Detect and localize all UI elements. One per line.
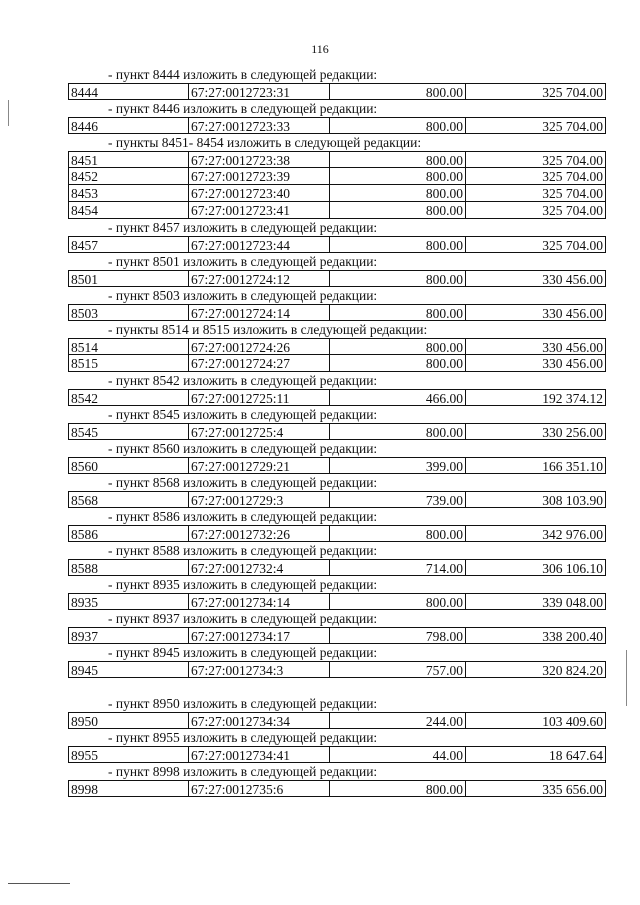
item-number-cell: 8568 (68, 491, 188, 508)
section-heading: - пункт 8945 изложить в следующей редакции: (108, 645, 378, 660)
item-number-cell: 8446 (68, 117, 188, 134)
value-cell: 335 656.00 (465, 780, 606, 797)
cadastral-number-cell: 67:27:0012723:40 (188, 185, 329, 202)
cadastral-number-cell: 67:27:0012723:31 (188, 83, 329, 100)
section-heading: - пункт 8937 изложить в следующей редакции: (108, 611, 378, 626)
area-cell: 800.00 (329, 236, 465, 253)
cadastral-number-cell: 67:27:0012723:39 (188, 168, 329, 185)
area-cell: 800.00 (329, 525, 465, 542)
value-cell: 325 704.00 (465, 117, 606, 134)
cadastral-number-cell: 67:27:0012734:41 (188, 746, 329, 763)
value-cell: 103 409.60 (465, 712, 606, 729)
table-row (68, 712, 606, 729)
cadastral-number-cell: 67:27:0012735:6 (188, 780, 329, 797)
area-cell: 466.00 (329, 389, 465, 406)
item-number-cell: 8501 (68, 270, 188, 287)
table-row (68, 83, 606, 100)
cadastral-number-cell: 67:27:0012734:14 (188, 593, 329, 610)
table-row (68, 236, 606, 253)
table-row (68, 202, 606, 219)
item-number-cell: 8955 (68, 746, 188, 763)
item-number-cell: 8542 (68, 389, 188, 406)
section-heading: - пункт 8457 изложить в следующей редакции: (108, 220, 378, 235)
area-cell: 800.00 (329, 423, 465, 440)
section-heading: - пункт 8586 изложить в следующей редакции: (108, 509, 378, 524)
value-cell: 325 704.00 (465, 151, 606, 168)
table-row (68, 661, 606, 678)
cadastral-number-cell: 67:27:0012725:11 (188, 389, 329, 406)
area-cell: 800.00 (329, 270, 465, 287)
section-heading: - пункт 8446 изложить в следующей редакции: (108, 101, 378, 116)
amendments-list (68, 66, 606, 797)
cadastral-number-cell: 67:27:0012732:26 (188, 525, 329, 542)
cadastral-number-cell: 67:27:0012723:44 (188, 236, 329, 253)
page-number: 116 (311, 42, 329, 56)
item-number-cell: 8586 (68, 525, 188, 542)
cadastral-number-cell: 67:27:0012723:33 (188, 117, 329, 134)
cadastral-number-cell: 67:27:0012724:14 (188, 304, 329, 321)
value-cell: 330 456.00 (465, 270, 606, 287)
value-cell: 330 456.00 (465, 304, 606, 321)
section-heading: - пункт 8568 изложить в следующей редакции: (108, 475, 378, 490)
item-number-cell: 8453 (68, 185, 188, 202)
value-cell: 325 704.00 (465, 185, 606, 202)
value-cell: 320 824.20 (465, 661, 606, 678)
section-heading: - пункт 8950 изложить в следующей редакции: (108, 696, 378, 711)
item-number-cell: 8950 (68, 712, 188, 729)
table-row (68, 185, 606, 202)
cadastral-number-cell: 67:27:0012723:38 (188, 151, 329, 168)
item-number-cell: 8545 (68, 423, 188, 440)
area-cell: 800.00 (329, 338, 465, 355)
cadastral-number-cell: 67:27:0012734:3 (188, 661, 329, 678)
item-number-cell: 8515 (68, 355, 188, 372)
table-row (68, 780, 606, 797)
value-cell: 342 976.00 (465, 525, 606, 542)
area-cell: 798.00 (329, 627, 465, 644)
section-heading: - пункт 8998 изложить в следующей редакции: (108, 764, 378, 779)
value-cell: 18 647.64 (465, 746, 606, 763)
value-cell: 325 704.00 (465, 236, 606, 253)
value-cell: 325 704.00 (465, 202, 606, 219)
item-number-cell: 8588 (68, 559, 188, 576)
margin-mark (626, 650, 627, 706)
table-row (68, 168, 606, 185)
section-heading: - пункт 8588 изложить в следующей редакции: (108, 543, 378, 558)
value-cell: 308 103.90 (465, 491, 606, 508)
area-cell: 44.00 (329, 746, 465, 763)
table-row (68, 491, 606, 508)
value-cell: 192 374.12 (465, 389, 606, 406)
table-row (68, 117, 606, 134)
value-cell: 330 456.00 (465, 355, 606, 372)
table-row (68, 627, 606, 644)
item-number-cell: 8945 (68, 661, 188, 678)
item-number-cell: 8935 (68, 593, 188, 610)
area-cell: 800.00 (329, 83, 465, 100)
section-heading: - пункт 8501 изложить в следующей редакции: (108, 254, 378, 269)
item-number-cell: 8452 (68, 168, 188, 185)
value-cell: 339 048.00 (465, 593, 606, 610)
area-cell: 800.00 (329, 185, 465, 202)
area-cell: 800.00 (329, 117, 465, 134)
value-cell: 330 256.00 (465, 423, 606, 440)
section-heading: - пункты 8451- 8454 изложить в следующей редакции: (108, 135, 422, 150)
section-heading: - пункт 8955 изложить в следующей редакции: (108, 730, 378, 745)
value-cell: 330 456.00 (465, 338, 606, 355)
table-row (68, 423, 606, 440)
cadastral-number-cell: 67:27:0012729:3 (188, 491, 329, 508)
item-number-cell: 8444 (68, 83, 188, 100)
table-row (68, 270, 606, 287)
table-row (68, 355, 606, 372)
cadastral-number-cell: 67:27:0012734:17 (188, 627, 329, 644)
table-row (68, 338, 606, 355)
area-cell: 800.00 (329, 780, 465, 797)
cadastral-number-cell: 67:27:0012723:41 (188, 202, 329, 219)
value-cell: 325 704.00 (465, 168, 606, 185)
section-heading: - пункт 8444 изложить в следующей редакции: (108, 67, 378, 82)
table-row (68, 746, 606, 763)
cadastral-number-cell: 67:27:0012724:12 (188, 270, 329, 287)
cadastral-number-cell: 67:27:0012724:26 (188, 338, 329, 355)
cadastral-number-cell: 67:27:0012732:4 (188, 559, 329, 576)
section-heading: - пункт 8503 изложить в следующей редакции: (108, 288, 378, 303)
area-cell: 739.00 (329, 491, 465, 508)
area-cell: 800.00 (329, 202, 465, 219)
area-cell: 800.00 (329, 355, 465, 372)
cadastral-number-cell: 67:27:0012729:21 (188, 457, 329, 474)
table-row (68, 559, 606, 576)
table-row (68, 457, 606, 474)
footnote-separator (8, 883, 70, 884)
table-row (68, 525, 606, 542)
area-cell: 244.00 (329, 712, 465, 729)
cadastral-number-cell: 67:27:0012734:34 (188, 712, 329, 729)
area-cell: 714.00 (329, 559, 465, 576)
item-number-cell: 8503 (68, 304, 188, 321)
area-cell: 757.00 (329, 661, 465, 678)
item-number-cell: 8560 (68, 457, 188, 474)
value-cell: 325 704.00 (465, 83, 606, 100)
item-number-cell: 8451 (68, 151, 188, 168)
value-cell: 166 351.10 (465, 457, 606, 474)
cadastral-number-cell: 67:27:0012724:27 (188, 355, 329, 372)
area-cell: 800.00 (329, 304, 465, 321)
area-cell: 399.00 (329, 457, 465, 474)
item-number-cell: 8937 (68, 627, 188, 644)
table-row (68, 304, 606, 321)
area-cell: 800.00 (329, 168, 465, 185)
cadastral-number-cell: 67:27:0012725:4 (188, 423, 329, 440)
section-heading: - пункт 8935 изложить в следующей редакции: (108, 577, 378, 592)
table-row (68, 593, 606, 610)
section-heading: - пункты 8514 и 8515 изложить в следующей редакции: (108, 322, 428, 337)
item-number-cell: 8457 (68, 236, 188, 253)
value-cell: 306 106.10 (465, 559, 606, 576)
item-number-cell: 8454 (68, 202, 188, 219)
table-row (68, 389, 606, 406)
area-cell: 800.00 (329, 593, 465, 610)
value-cell: 338 200.40 (465, 627, 606, 644)
item-number-cell: 8514 (68, 338, 188, 355)
item-number-cell: 8998 (68, 780, 188, 797)
section-heading: - пункт 8560 изложить в следующей редакции: (108, 441, 378, 456)
table-row (68, 151, 606, 168)
section-heading: - пункт 8542 изложить в следующей редакции: (108, 373, 378, 388)
area-cell: 800.00 (329, 151, 465, 168)
section-heading: - пункт 8545 изложить в следующей редакции: (108, 407, 378, 422)
margin-mark (8, 100, 9, 126)
